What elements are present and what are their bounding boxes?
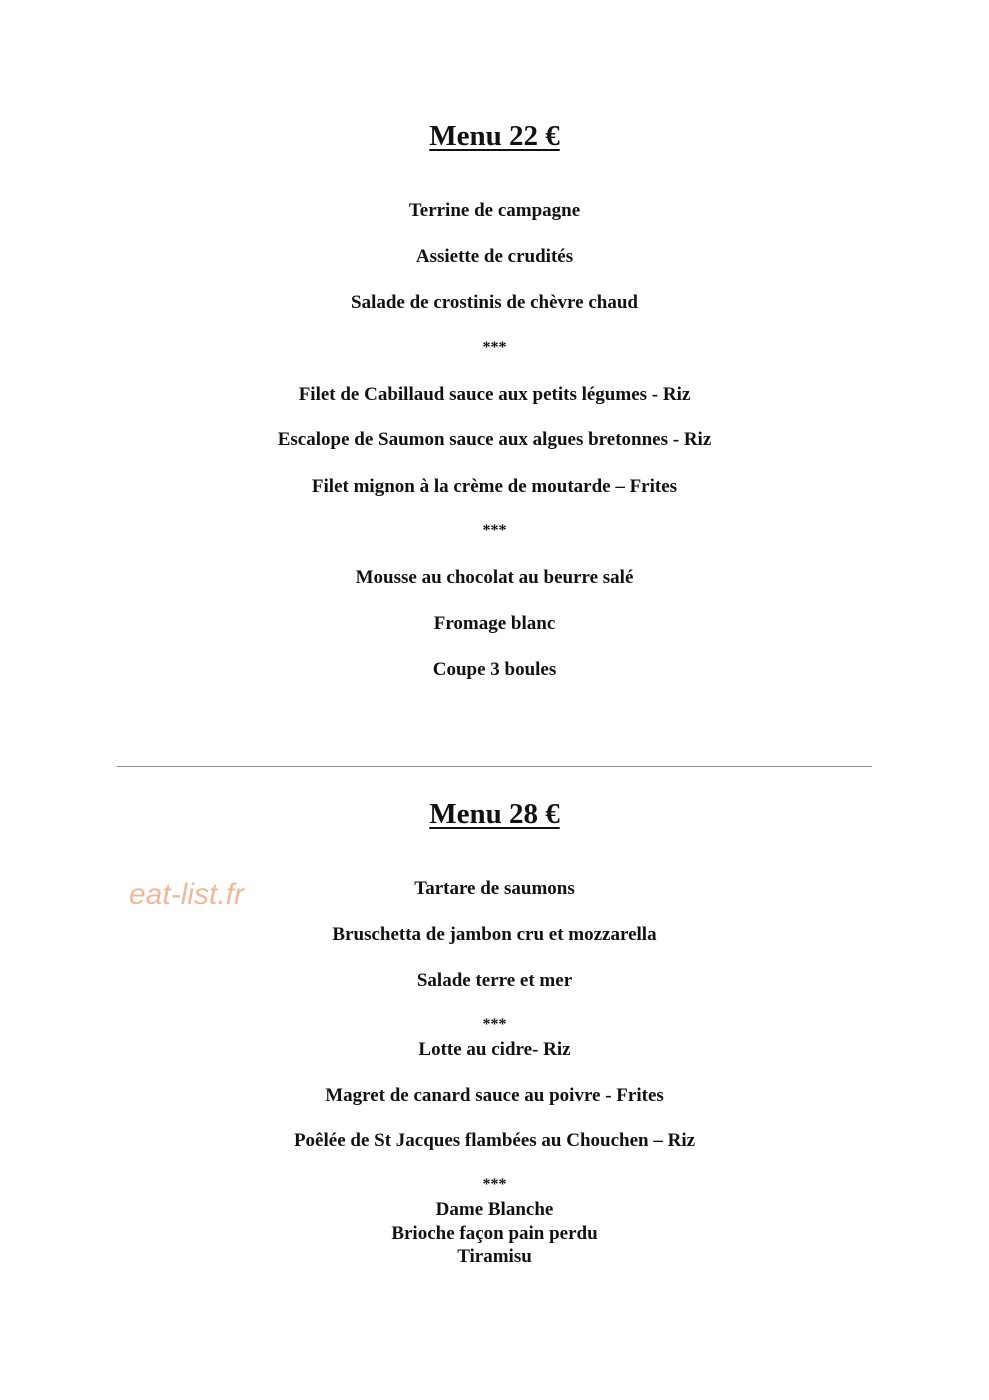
menu-22-separator-2: *** bbox=[482, 522, 507, 539]
section-divider bbox=[117, 766, 872, 767]
menu-28-dessert-1: Dame Blanche bbox=[435, 1199, 554, 1220]
menu-28-dessert-3: Tiramisu bbox=[457, 1246, 532, 1267]
menu-22-dessert-3: Coupe 3 boules bbox=[432, 659, 557, 680]
watermark-logo: eat-list.fr bbox=[129, 878, 245, 911]
menu-28-separator-2: *** bbox=[482, 1176, 507, 1193]
menu-22-dessert-2: Fromage blanc bbox=[433, 613, 556, 634]
menu-22-main-3: Filet mignon à la crème de moutarde – Frites bbox=[311, 476, 678, 497]
menu-28-starter-3: Salade terre et mer bbox=[416, 970, 573, 991]
menu-28-starter-1: Tartare de saumons bbox=[414, 878, 575, 899]
menu-22-main-2: Escalope de Saumon sauce aux algues bretonnes - Riz bbox=[277, 429, 712, 450]
menu-22-starter-3: Salade de crostinis de chèvre chaud bbox=[351, 292, 638, 313]
menu-28-main-2: Magret de canard sauce au poivre - Frites bbox=[325, 1085, 664, 1106]
menu-22-starter-1: Terrine de campagne bbox=[408, 200, 581, 221]
menu-22-starter-2: Assiette de crudités bbox=[415, 246, 574, 267]
menu-28-starter-2: Bruschetta de jambon cru et mozzarella bbox=[332, 924, 657, 945]
menu-28-main-3: Poêlée de St Jacques flambées au Chouchen – Riz bbox=[293, 1130, 696, 1151]
menu-22-dessert-1: Mousse au chocolat au beurre salé bbox=[355, 567, 634, 588]
menu-28-main-1: Lotte au cidre- Riz bbox=[418, 1039, 571, 1060]
menu-28-separator-1: *** bbox=[482, 1016, 507, 1033]
menu-22-separator-1: *** bbox=[482, 339, 507, 356]
menu-22-main-1: Filet de Cabillaud sauce aux petits légumes - Riz bbox=[298, 384, 691, 405]
menu-22-title: Menu 22 € bbox=[429, 120, 560, 152]
menu-28-dessert-2: Brioche façon pain perdu bbox=[391, 1223, 598, 1244]
menu-28-title: Menu 28 € bbox=[429, 798, 560, 830]
